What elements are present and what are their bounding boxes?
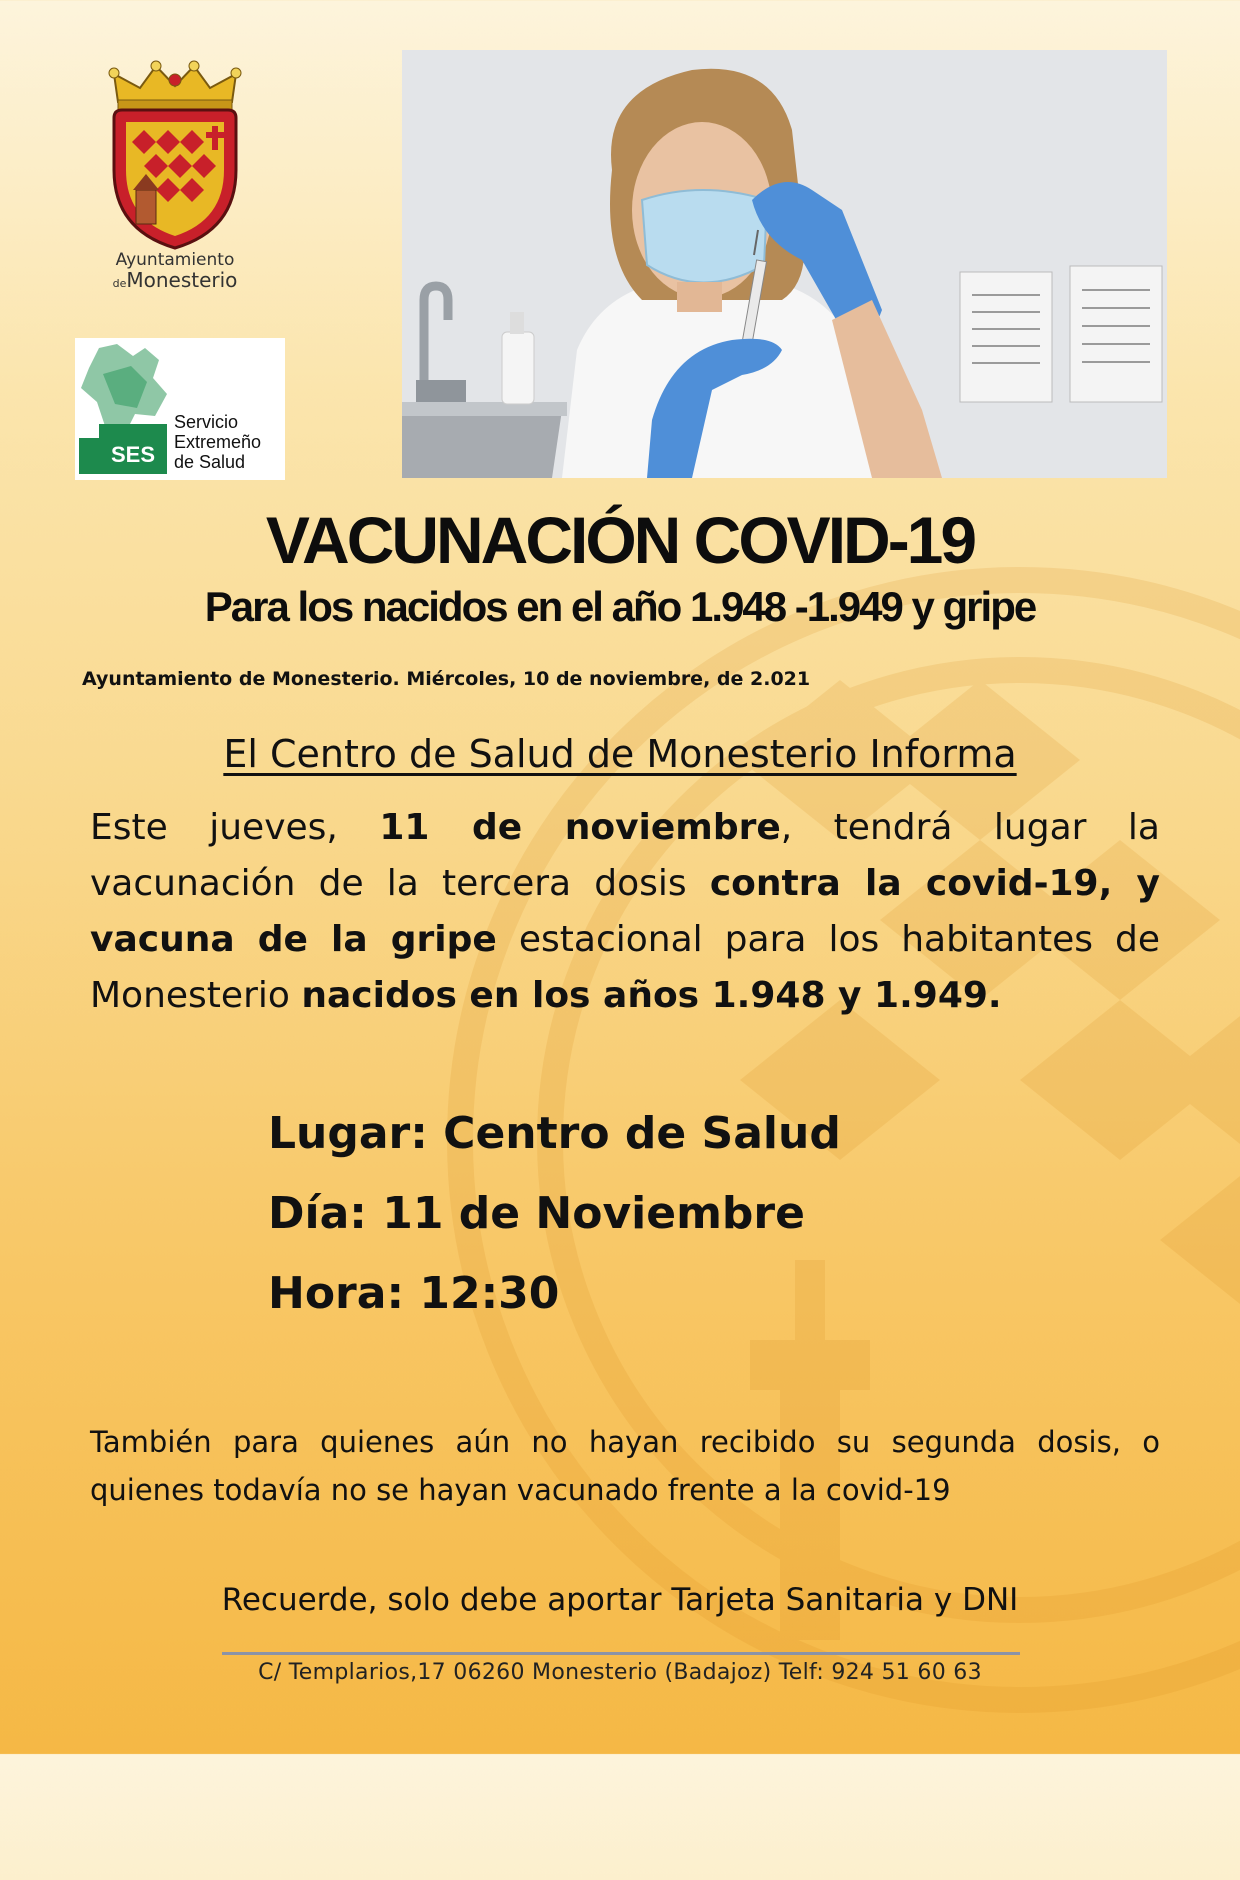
body-years-bold: nacidos en los años 1.948 y 1.949. (301, 975, 1002, 1016)
announcement-body (90, 800, 1160, 1024)
footer-address: C/ Templarios,17 06260 Monesterio (Badajoz) Telf: 924 51 60 63 (258, 1660, 982, 1685)
crest-caption-prefix: de (112, 277, 127, 290)
crest-caption-line1: Ayuntamiento (115, 250, 235, 270)
detail-time: Hora: 12:30 (268, 1268, 560, 1319)
detail-place: Lugar: Centro de Salud (268, 1108, 841, 1159)
body-text-3: estacional para los habitantes de Monesterio (90, 919, 1160, 1016)
section-heading: El Centro de Salud de Monesterio Informa (223, 732, 1017, 776)
ses-name-line2: Extremeño (174, 432, 262, 452)
ses-logo (75, 338, 285, 480)
reminder-text: Recuerde, solo debe aportar Tarjeta Sanitaria y DNI (221, 1582, 1019, 1618)
body-text-2: , tendrá lugar la vacunación de la tercera dosis (90, 807, 1160, 904)
ses-name (174, 412, 261, 472)
ses-abbr: SES (110, 442, 156, 467)
dateline: Ayuntamiento de Monesterio. Miércoles, 10 de noviembre, de 2.021 (82, 668, 811, 690)
body-date-bold: 11 de noviembre (379, 807, 781, 848)
crest-caption-line2 (80, 268, 270, 292)
page-title: VACUNACIÓN COVID-19 (265, 503, 975, 577)
ses-name-line3: de Salud (174, 452, 246, 472)
crest-caption (80, 250, 270, 292)
ses-name-line1: Servicio (174, 412, 239, 432)
nurse-vaccine-photo (402, 50, 1167, 478)
detail-day: Día: 11 de Noviembre (268, 1188, 805, 1239)
footer-divider (222, 1652, 1020, 1655)
page-subtitle: Para los nacidos en el año 1.948 -1.949 y gripe (204, 583, 1036, 630)
additional-note: También para quienes aún no hayan recibido su segunda dosis, o quienes todavía no se hayan vacunado frente a la covid-19 (90, 1425, 1160, 1507)
crest-caption-name: Monesterio (126, 268, 238, 292)
coat-of-arms-logo (100, 60, 250, 250)
body-text-1: Este jueves, (90, 807, 380, 848)
body-vaccine-bold: contra la covid-19, y vacuna de la gripe (90, 863, 1160, 960)
